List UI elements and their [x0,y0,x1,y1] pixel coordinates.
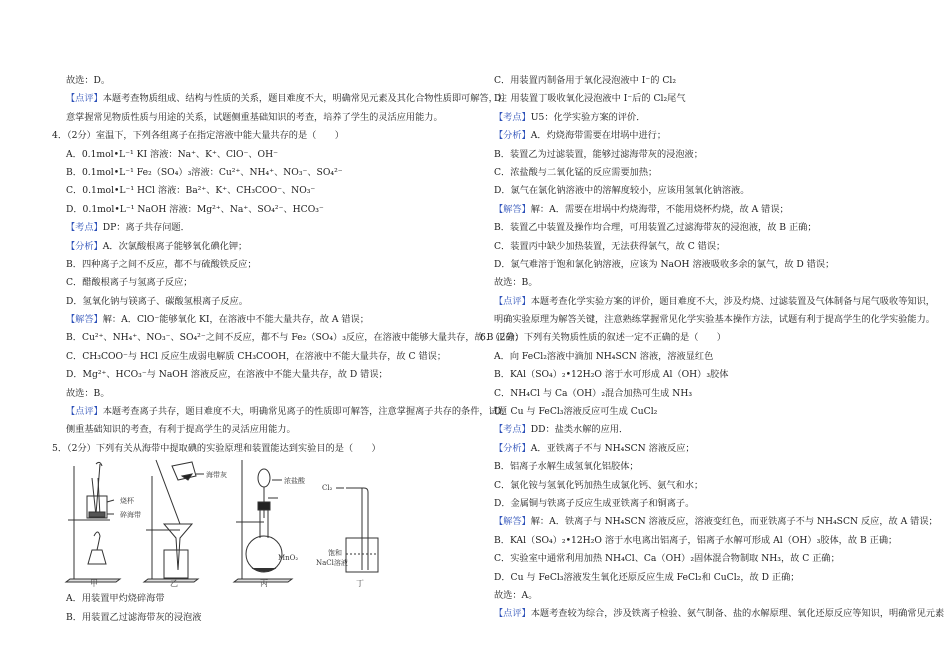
caption-ding: 丁 [356,579,364,589]
jieda-tag: 【解答】 [494,516,531,528]
q3-comment-text-1: 本题考查物质组成、结构与性质的关系，题目难度不大，明确常见元素及其化合物性质即可解答，注 [102,93,507,105]
q5-comment-line-2: 明确实验原理为解答关键，注意熟练掌握常见化学实验基本操作方法，试题有利于提高学生的化学实验能力。 [494,314,935,326]
q3-answer: 故选：D。 [66,75,111,86]
q4-comment-line-2: 侧重基础知识的考查，有利于提高学生的灵活应用能力。 [66,424,296,436]
label-mno2: MnO₂ [278,554,299,563]
label-beaker: 烧杯 [120,497,134,506]
q4-comment-line-1 [52,403,507,421]
q5-jieda-b: B．装置乙中装置及操作均合理，可用装置乙过滤海带灰的浸泡液，故 B 正确； [494,222,817,234]
label-cl2: Cl₂ [322,484,333,493]
q4-option-c: C．0.1mol•L⁻¹ HCl 溶液：Ba²⁺、K⁺、CH₃COO⁻、NO₃⁻ [66,185,316,197]
q5-option-d: D．用装置丁吸收氧化浸泡液中 I⁻后的 Cl₂尾气 [494,93,686,105]
q5-fenxi-b: B．装置乙为过滤装置，能够过滤海带灰的浸泡液； [494,148,703,160]
q4-fenxi-b: B．四种离子之间不反应，都不与硫酸铁反应； [66,258,257,270]
q6-comment-text-1: 本题考查较为综合，涉及铁离子检验、氨气制备、盐的水解原理、氧化还原反应等知识，明确常见元素 [530,608,945,620]
q4-comment-text-1: 本题考查离子共存，题目难度不大，明确常见离子的性质即可解答，注意掌握离子共存的条件，试题 [102,406,507,418]
q6-jieda-text-a: 解：A．铁离子与 NH₄SCN 溶液反应，溶液变红色，而亚铁离子不与 NH₄SCN 反应，故 A 错误； [530,516,938,528]
q6-fenxi-c: C．氯化铵与氢氧化钙加热生成氯化钙、氨气和水； [494,479,704,491]
q5-kaodian-text: U5：化学实验方案的评价． [530,111,646,123]
jieda-tag: 【解答】 [494,203,531,215]
q5-fenxi-c: C．浓盐酸与二氧化锰的反应需要加热； [494,166,658,178]
fenxi-tag: 【分析】 [494,130,531,142]
q6-fenxi-a [480,440,920,458]
q4-jieda-text-a: 解：A．ClO⁻能够氧化 KI，在溶液中不能大量共存，故 A 错误； [102,314,369,326]
fenxi-tag: 【分析】 [494,442,531,454]
q4-kaodian [52,219,472,237]
q4-stem: 4．（2分）室温下，下列各组离子在指定溶液中能大量共存的是（ ） [52,130,344,142]
q6-stem: 6．（2分）下列有关物质性质的叙述一定不正确的是（ ） [480,332,726,344]
q5-option-c: C．用装置丙制备用于氧化浸泡液中 I⁻的 Cl₂ [494,75,676,86]
kaodian-tag: 【考点】 [66,222,103,234]
jieda-tag: 【解答】 [66,314,103,326]
q4-fenxi-a [52,238,472,256]
q4-jieda-c: C．CH₃COO⁻与 HCl 反应生成弱电解质 CH₃COOH，在溶液中不能大量共存，故 C 错误； [66,350,447,362]
caption-bing: 丙 [260,579,268,589]
q5-jieda-text-a: 解：A．需要在坩埚中灼烧海带，不能用烧杯灼烧，故 A 错误； [530,203,789,215]
q4-option-b: B．0.1mol•L⁻¹ Fe₂（SO₄）₃溶液：Cu²⁺、NH₄⁺、NO₃⁻、SO₄²⁻ [66,166,343,178]
label-seaweed: 碎海带 [120,511,141,520]
q5-option-b: B．用装置乙过滤海带灰的浸泡液 [66,611,202,623]
q6-fenxi-d: D．金属铜与铁离子反应生成亚铁离子和铜离子。 [494,497,695,509]
comment-tag: 【点评】 [66,93,103,105]
label-hcl: 浓盐酸 [284,477,305,486]
q4-answer: 故选：B。 [66,387,110,399]
q5-jieda-a [480,201,920,219]
comment-tag: 【点评】 [494,295,531,307]
q5-comment-line-1 [480,293,935,311]
q5-answer: 故选：B。 [494,277,538,289]
kaodian-tag: 【考点】 [494,111,531,123]
caption-jia: 甲 [90,579,98,589]
label-nacl-2: NaCl溶液 [316,559,348,568]
q6-jieda-c: C．实验室中通常利用加热 NH₄Cl、Ca（OH）₂固体混合物制取 NH₃，故 C 正确； [494,553,840,565]
q5-jieda-d: D．氯气难溶于饱和氯化钠溶液，应该为 NaOH 溶液吸收多余的氯气，故 D 错误； [494,258,835,270]
q3-comment-line-1 [52,90,507,108]
q4-fenxi-d: D．氢氧化钠与镁离子、碳酸氢根离子反应。 [66,295,248,307]
q4-fenxi-text-a: A．次氯酸根离子能够氧化碘化钾； [102,240,248,252]
q6-jieda-a [480,513,938,531]
q5-fenxi-d: D．氯气在氯化钠溶液中的溶解度较小，应该用氢氧化钠溶液。 [494,185,750,197]
q4-option-a: A．0.1mol•L⁻¹ KI 溶液：Na⁺、K⁺、ClO⁻、OH⁻ [66,148,278,160]
q6-answer: 故选：A。 [494,589,538,601]
comment-tag: 【点评】 [494,608,531,620]
q5-stem: 5．（2分）下列有关从海带中提取碘的实验原理和装置能达到实验目的是（ ） [52,442,381,454]
q3-comment-line-2: 意掌握常见物质性质与用途的关系，试题侧重基础知识的考查，培养了学生的灵活应用能力。 [66,111,443,123]
label-nacl-1: 饱和 [328,549,342,558]
q4-kaodian-text: DP：离子共存问题． [102,222,190,234]
caption-yi: 乙 [170,579,178,589]
q4-fenxi-c: C．醋酸根离子与氢离子反应； [66,277,193,289]
q6-fenxi-text-a: A．亚铁离子不与 NH₄SCN 溶液反应； [530,442,695,454]
kaodian-tag: 【考点】 [494,424,531,436]
fenxi-tag: 【分析】 [66,240,103,252]
q6-jieda-d: D．Cu 与 FeCl₃溶液发生氧化还原反应生成 FeCl₂和 CuCl₂，故 D 正确； [494,571,800,583]
q6-kaodian-text: DD：盐类水解的应用． [530,424,629,436]
q5-jieda-c: C．装置丙中缺少加热装置，无法获得氯气，故 C 错误； [494,240,726,252]
q5-fenxi-text-a: A．灼烧海带需要在坩埚中进行； [530,130,667,142]
q6-jieda-b: B．KAl（SO₄）₂•12H₂O 溶于水电离出铝离子，铝离子水解可形成 Al（OH）₃胶体，故 B 正确； [494,534,898,546]
q6-option-c: C．NH₄Cl 与 Ca（OH）₂混合加热可生成 NH₃ [494,387,693,399]
q5-kaodian [480,109,920,127]
q6-option-a: A．向 FeCl₂溶液中滴加 NH₄SCN 溶液，溶液显红色 [494,350,714,362]
comment-tag: 【点评】 [66,406,103,418]
q6-kaodian [480,421,920,439]
q4-option-d: D．0.1mol•L⁻¹ NaOH 溶液：Mg²⁺、Na⁺、SO₄²⁻、HCO₃⁻ [66,203,324,215]
q4-jieda-d: D．Mg²⁺、HCO₃⁻与 NaOH 溶液反应，在溶液中不能大量共存，故 D 错误； [66,369,388,381]
q5-comment-text-1: 本题考查化学实验方案的评价，题目难度不大，涉及灼烧、过滤装置及气体制备与尾气吸收等知识， [530,295,935,307]
q5-option-a: A．用装置甲灼烧碎海带 [66,593,165,605]
q6-option-b: B．KAl（SO₄）₂•12H₂O 溶于水可形成 Al（OH）₃胶体 [494,369,729,381]
q4-jieda-b: B．Cu²⁺、NH₄⁺、NO₃⁻、SO₄²⁻之间不反应，都不与 Fe₂（SO₄）₃反应，在溶液中能够大量共存，故 B 正确； [66,332,524,344]
apparatus-figure [64,458,472,590]
q5-fenxi-a [480,127,920,145]
q6-option-d: D．Cu 与 FeCl₃溶液反应可生成 CuCl₂ [494,406,658,418]
q4-jieda-a [52,311,472,329]
label-ash: 海带灰 [206,471,227,480]
q6-fenxi-b: B．铝离子水解生成氢氧化铝胶体； [494,461,639,473]
right-column [480,72,945,624]
apparatus-diagram [64,458,394,590]
q6-comment-line-1 [480,605,945,623]
